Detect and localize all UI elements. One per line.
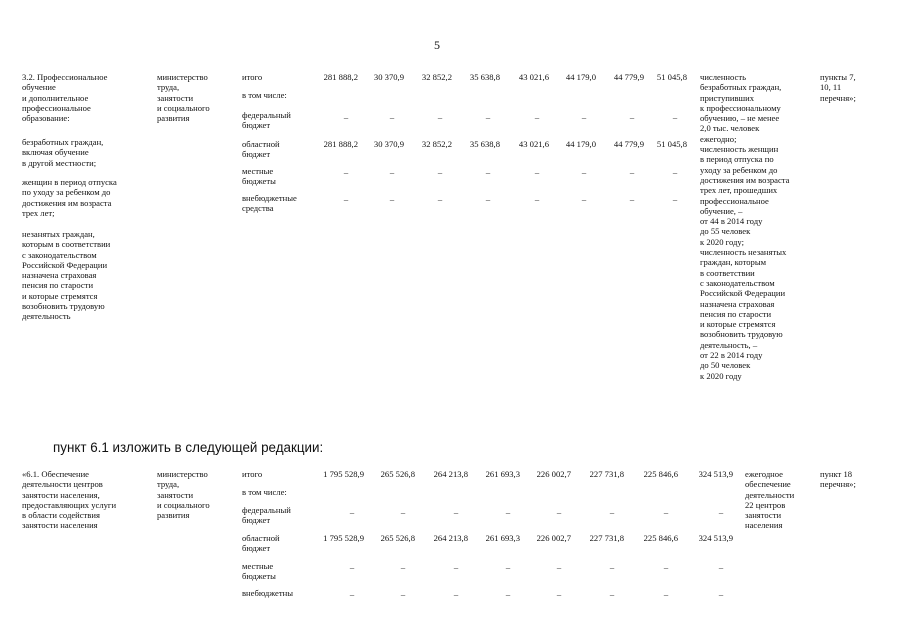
row-3-2-total-col-3: 32 852,2	[421, 72, 452, 82]
row-3-2-source-total: итого	[242, 72, 263, 82]
row-3-2-federal-col-7: –	[629, 112, 635, 122]
row-6-1-total-col-5: 226 002,7	[536, 469, 571, 479]
row-6-1-extra-col-4: –	[505, 589, 511, 599]
row-6-1-local-col-6: –	[609, 562, 615, 572]
row-6-1-extra-col-8: –	[718, 589, 724, 599]
row-6-1-total-col-8: 324 513,9	[698, 469, 733, 479]
row-3-2-indicator: численность безработных граждан, приступивших к профессиональному обучению, – не менее 2,0 тыс. человек ежегодно; численность женщин в период отпуска по уходу за ребенком до достижения им возраста трех лет, прошедших профессиональное обучение, – от 44 в 2014 году до 55 человек к 2020 году; численность незанятых граждан, которым в соответствии с законодательством Российской Федерации назначена страховая пенсия по старости и которые стремятся возобновить трудовую деятельность, – от 22 в 2014 году до 50 человек к 2020 году	[700, 72, 790, 381]
row-3-2-reference: пункты 7, 10, 11 перечня»;	[820, 72, 856, 103]
row-6-1-source-extra: внебюджетны	[242, 588, 293, 598]
row-3-2-extra-col-7: –	[629, 194, 635, 204]
row-6-1-total-col-2: 265 526,8	[380, 469, 415, 479]
row-6-1-federal-col-1: –	[349, 507, 355, 517]
row-3-2-source-local: местные бюджеты	[242, 166, 276, 187]
row-6-1-regional-col-8: 324 513,9	[698, 533, 733, 543]
row-3-2-activity-item-2: женщин в период отпуска по уходу за ребенком до достижения им возраста трех лет;	[22, 177, 117, 218]
row-3-2-local-col-4: –	[485, 167, 491, 177]
row-6-1-total-col-1: 1 795 528,9	[323, 469, 364, 479]
row-6-1-executor: министерство труда, занятости и социального развития	[157, 469, 210, 521]
row-3-2-extra-col-5: –	[534, 194, 540, 204]
section-heading: пункт 6.1 изложить в следующей редакции:	[53, 440, 324, 455]
page-number: 5	[434, 38, 440, 52]
row-3-2-federal-col-3: –	[437, 112, 443, 122]
row-3-2-extra-col-6: –	[581, 194, 587, 204]
row-6-1-federal-col-7: –	[663, 507, 669, 517]
row-3-2-local-col-3: –	[437, 167, 443, 177]
row-6-1-total-col-6: 227 731,8	[589, 469, 624, 479]
row-6-1-extra-col-6: –	[609, 589, 615, 599]
row-3-2-extra-col-8: –	[672, 194, 678, 204]
row-3-2-regional-col-7: 44 779,9	[613, 139, 644, 149]
row-6-1-reference: пункт 18 перечня»;	[820, 469, 856, 490]
row-3-2-activity-item-1: безработных граждан, включая обучение в другой местности;	[22, 137, 104, 168]
row-6-1-source-federal: федеральный бюджет	[242, 505, 291, 526]
row-3-2-local-col-5: –	[534, 167, 540, 177]
row-3-2-extra-col-3: –	[437, 194, 443, 204]
row-6-1-federal-col-5: –	[556, 507, 562, 517]
row-6-1-extra-col-2: –	[400, 589, 406, 599]
row-3-2-regional-col-4: 35 638,8	[469, 139, 500, 149]
row-3-2-source-federal: федеральный бюджет	[242, 110, 291, 131]
row-6-1-extra-col-3: –	[453, 589, 459, 599]
row-6-1-source-total: итого	[242, 469, 263, 479]
row-3-2-regional-col-2: 30 370,9	[373, 139, 404, 149]
row-3-2-source-including: в том числе:	[242, 90, 287, 100]
row-3-2-local-col-7: –	[629, 167, 635, 177]
row-3-2-federal-col-4: –	[485, 112, 491, 122]
row-6-1-local-col-4: –	[505, 562, 511, 572]
row-3-2-extra-col-1: –	[343, 194, 349, 204]
row-3-2-federal-col-5: –	[534, 112, 540, 122]
row-3-2-total-col-4: 35 638,8	[469, 72, 500, 82]
row-3-2-extra-col-2: –	[389, 194, 395, 204]
row-6-1-local-col-7: –	[663, 562, 669, 572]
row-3-2-total-col-6: 44 179,0	[565, 72, 596, 82]
row-3-2-executor: министерство труда, занятости и социального развития	[157, 72, 210, 124]
row-3-2-extra-col-4: –	[485, 194, 491, 204]
row-3-2-total-col-5: 43 021,6	[518, 72, 549, 82]
row-6-1-federal-col-6: –	[609, 507, 615, 517]
row-3-2-total-col-1: 281 888,2	[323, 72, 358, 82]
row-3-2-local-col-2: –	[389, 167, 395, 177]
row-6-1-regional-col-4: 261 693,3	[485, 533, 520, 543]
row-6-1-regional-col-6: 227 731,8	[589, 533, 624, 543]
row-3-2-regional-col-1: 281 888,2	[323, 139, 358, 149]
row-6-1-regional-col-2: 265 526,8	[380, 533, 415, 543]
row-6-1-activity: «6.1. Обеспечение деятельности центров занятости населения, предоставляющих услуги в области содействия занятости населения	[22, 469, 117, 531]
row-6-1-local-col-8: –	[718, 562, 724, 572]
row-6-1-extra-col-5: –	[556, 589, 562, 599]
row-3-2-total-col-7: 44 779,9	[613, 72, 644, 82]
row-3-2-local-col-8: –	[672, 167, 678, 177]
row-3-2-activity-item-3: незанятых граждан, которым в соответствии с законодательством Российской Федерации назначена страховая пенсия по старости и которые стремятся возобновить трудовую деятельность	[22, 229, 111, 322]
row-3-2-local-col-6: –	[581, 167, 587, 177]
row-6-1-federal-col-4: –	[505, 507, 511, 517]
row-3-2-source-regional: областной бюджет	[242, 139, 280, 160]
row-6-1-regional-col-1: 1 795 528,9	[323, 533, 364, 543]
row-3-2-total-col-8: 51 045,8	[656, 72, 687, 82]
row-3-2-local-col-1: –	[343, 167, 349, 177]
row-3-2-regional-col-3: 32 852,2	[421, 139, 452, 149]
row-6-1-federal-col-2: –	[400, 507, 406, 517]
row-6-1-source-including: в том числе:	[242, 487, 287, 497]
row-6-1-total-col-4: 261 693,3	[485, 469, 520, 479]
row-6-1-extra-col-1: –	[349, 589, 355, 599]
row-6-1-regional-col-3: 264 213,8	[433, 533, 468, 543]
row-6-1-source-local: местные бюджеты	[242, 561, 276, 582]
row-6-1-local-col-3: –	[453, 562, 459, 572]
row-3-2-regional-col-8: 51 045,8	[656, 139, 687, 149]
row-6-1-indicator: ежегодное обеспечение деятельности 22 центров занятости населения	[745, 469, 795, 531]
row-6-1-extra-col-7: –	[663, 589, 669, 599]
row-6-1-local-col-5: –	[556, 562, 562, 572]
row-3-2-source-extra: внебюджетные средства	[242, 193, 297, 214]
row-6-1-federal-col-3: –	[453, 507, 459, 517]
row-3-2-federal-col-8: –	[672, 112, 678, 122]
row-3-2-federal-col-6: –	[581, 112, 587, 122]
row-3-2-regional-col-5: 43 021,6	[518, 139, 549, 149]
row-6-1-total-col-7: 225 846,6	[643, 469, 678, 479]
row-6-1-local-col-2: –	[400, 562, 406, 572]
row-3-2-regional-col-6: 44 179,0	[565, 139, 596, 149]
row-6-1-federal-col-8: –	[718, 507, 724, 517]
row-3-2-total-col-2: 30 370,9	[373, 72, 404, 82]
row-6-1-source-regional: областной бюджет	[242, 533, 280, 554]
row-6-1-regional-col-7: 225 846,6	[643, 533, 678, 543]
row-3-2-activity: 3.2. Профессиональное обучение и дополнительное профессиональное образование:	[22, 72, 108, 124]
row-3-2-federal-col-2: –	[389, 112, 395, 122]
row-6-1-local-col-1: –	[349, 562, 355, 572]
row-6-1-total-col-3: 264 213,8	[433, 469, 468, 479]
row-3-2-federal-col-1: –	[343, 112, 349, 122]
row-6-1-regional-col-5: 226 002,7	[536, 533, 571, 543]
